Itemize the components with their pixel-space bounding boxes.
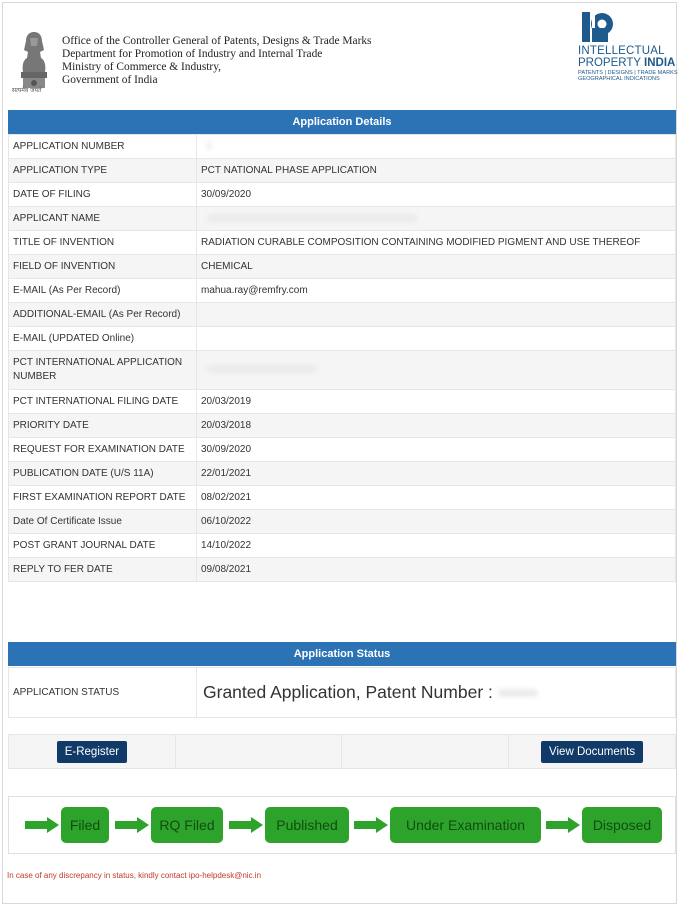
- detail-value-text: 20/03/2018: [201, 420, 252, 431]
- office-title: [62, 35, 372, 87]
- detail-row: [9, 351, 676, 390]
- actions-row: [8, 734, 676, 769]
- detail-value-text: CHEMICAL: [201, 261, 253, 272]
- detail-label: PCT INTERNATIONAL FILING DATE: [9, 390, 197, 414]
- detail-value-text: 30/09/2020: [201, 444, 252, 455]
- ip-india-logo: [576, 12, 676, 87]
- detail-value: [197, 558, 676, 582]
- detail-value-text: 20/03/2019: [201, 396, 252, 407]
- office-line: Office of the Controller General of Patents, Designs & Trade Marks: [62, 35, 372, 47]
- detail-label: E-MAIL (As Per Record): [9, 279, 197, 303]
- tracker-step-rq-filed: RQ Filed: [151, 807, 223, 843]
- application-status-heading: Application Status: [8, 642, 676, 666]
- detail-value: [197, 207, 676, 231]
- redacted-value: [207, 365, 317, 373]
- detail-label: TITLE OF INVENTION: [9, 231, 197, 255]
- detail-label: REQUEST FOR EXAMINATION DATE: [9, 438, 197, 462]
- detail-row: [9, 135, 676, 159]
- detail-value-text: 30/09/2020: [201, 189, 252, 200]
- detail-label: FIELD OF INVENTION: [9, 255, 197, 279]
- detail-row: [9, 207, 676, 231]
- action-cell: [9, 735, 176, 769]
- detail-value-text: mahua.ray@remfry.com: [201, 285, 308, 296]
- detail-label: APPLICATION NUMBER: [9, 135, 197, 159]
- arrow-right-icon: [115, 817, 149, 833]
- detail-value-text: 22/01/2021: [201, 468, 252, 479]
- detail-label: E-MAIL (UPDATED Online): [9, 327, 197, 351]
- detail-value: [197, 231, 676, 255]
- e-register-button[interactable]: E-Register: [57, 741, 127, 763]
- detail-value-text: 06/10/2022: [201, 516, 252, 527]
- ip-logo-line4: GEOGRAPHICAL INDICATIONS: [578, 76, 660, 82]
- detail-value: [197, 462, 676, 486]
- action-cell-empty: [342, 735, 509, 769]
- detail-row: [9, 279, 676, 303]
- detail-label: PCT INTERNATIONAL APPLICATION NUMBER: [9, 351, 197, 390]
- detail-value-text: 08/02/2021: [201, 492, 252, 503]
- office-line: Government of India: [62, 74, 158, 86]
- detail-label: REPLY TO FER DATE: [9, 558, 197, 582]
- detail-label: PRIORITY DATE: [9, 414, 197, 438]
- detail-row: [9, 438, 676, 462]
- detail-row: [9, 303, 676, 327]
- detail-value: [197, 486, 676, 510]
- action-cell: [509, 735, 676, 769]
- detail-label: ADDITIONAL-EMAIL (As Per Record): [9, 303, 197, 327]
- arrow-right-icon: [25, 817, 59, 833]
- detail-value-text: PCT NATIONAL PHASE APPLICATION: [201, 165, 377, 176]
- detail-label: POST GRANT JOURNAL DATE: [9, 534, 197, 558]
- detail-label: PUBLICATION DATE (U/S 11A): [9, 462, 197, 486]
- application-status-table: [8, 667, 676, 718]
- detail-value: [197, 351, 676, 390]
- status-text: Granted Application, Patent Number :: [203, 682, 493, 702]
- ip-logo-line1: INTELLECTUAL: [578, 45, 665, 57]
- arrow-right-icon: [354, 817, 388, 833]
- detail-row: [9, 486, 676, 510]
- detail-row: [9, 327, 676, 351]
- tracker-step-disposed: Disposed: [582, 807, 662, 843]
- detail-value: [197, 438, 676, 462]
- detail-row: [9, 183, 676, 207]
- ip-india-mark-icon: [580, 12, 620, 44]
- detail-label: FIRST EXAMINATION REPORT DATE: [9, 486, 197, 510]
- detail-value: [197, 303, 676, 327]
- tracker-step-published: Published: [265, 807, 349, 843]
- detail-row: [9, 534, 676, 558]
- status-value: [197, 668, 676, 718]
- detail-value: [197, 534, 676, 558]
- detail-row: [9, 390, 676, 414]
- detail-label: DATE OF FILING: [9, 183, 197, 207]
- detail-value: [197, 327, 676, 351]
- view-documents-button[interactable]: View Documents: [541, 741, 643, 763]
- redacted-patent-number: [498, 689, 538, 697]
- emblem-caption: सत्यमेव जयते: [12, 87, 42, 94]
- detail-value: [197, 255, 676, 279]
- detail-value: [197, 135, 676, 159]
- detail-value: [197, 279, 676, 303]
- status-tracker: [8, 796, 676, 854]
- detail-value-text: 09/08/2021: [201, 564, 252, 575]
- detail-value: [197, 159, 676, 183]
- arrow-right-icon: [229, 817, 263, 833]
- status-row: [9, 668, 676, 718]
- detail-value: [197, 183, 676, 207]
- application-details-table: [8, 134, 676, 582]
- detail-row: [9, 231, 676, 255]
- redacted-value: [207, 142, 211, 150]
- detail-row: [9, 414, 676, 438]
- detail-value: [197, 510, 676, 534]
- detail-row: [9, 462, 676, 486]
- detail-row: [9, 159, 676, 183]
- action-cell-empty: [175, 735, 342, 769]
- detail-row: [9, 558, 676, 582]
- tracker-step-under-examination: Under Examination: [390, 807, 541, 843]
- status-label: APPLICATION STATUS: [9, 668, 197, 718]
- detail-label: APPLICANT NAME: [9, 207, 197, 231]
- office-line: Department for Promotion of Industry and Internal Trade: [62, 48, 323, 60]
- discrepancy-note: In case of any discrepancy in status, kindly contact ipo-helpdesk@nic.in: [7, 871, 262, 880]
- application-details-heading: Application Details: [8, 110, 676, 134]
- tracker-step-filed: Filed: [61, 807, 109, 843]
- detail-row: [9, 255, 676, 279]
- detail-value-text: RADIATION CURABLE COMPOSITION CONTAINING MODIFIED PIGMENT AND USE THEREOF: [201, 237, 641, 248]
- detail-value: [197, 414, 676, 438]
- detail-value: [197, 390, 676, 414]
- ip-logo-line3: PATENTS | DESIGNS | TRADE MARKS: [578, 70, 678, 76]
- detail-label: APPLICATION TYPE: [9, 159, 197, 183]
- arrow-right-icon: [546, 817, 580, 833]
- office-line: Ministry of Commerce & Industry,: [62, 61, 222, 73]
- detail-row: [9, 510, 676, 534]
- detail-value-text: 14/10/2022: [201, 540, 252, 551]
- detail-label: Date Of Certificate Issue: [9, 510, 197, 534]
- redacted-value: [207, 214, 417, 222]
- ip-logo-line2: PROPERTY INDIA: [578, 57, 676, 69]
